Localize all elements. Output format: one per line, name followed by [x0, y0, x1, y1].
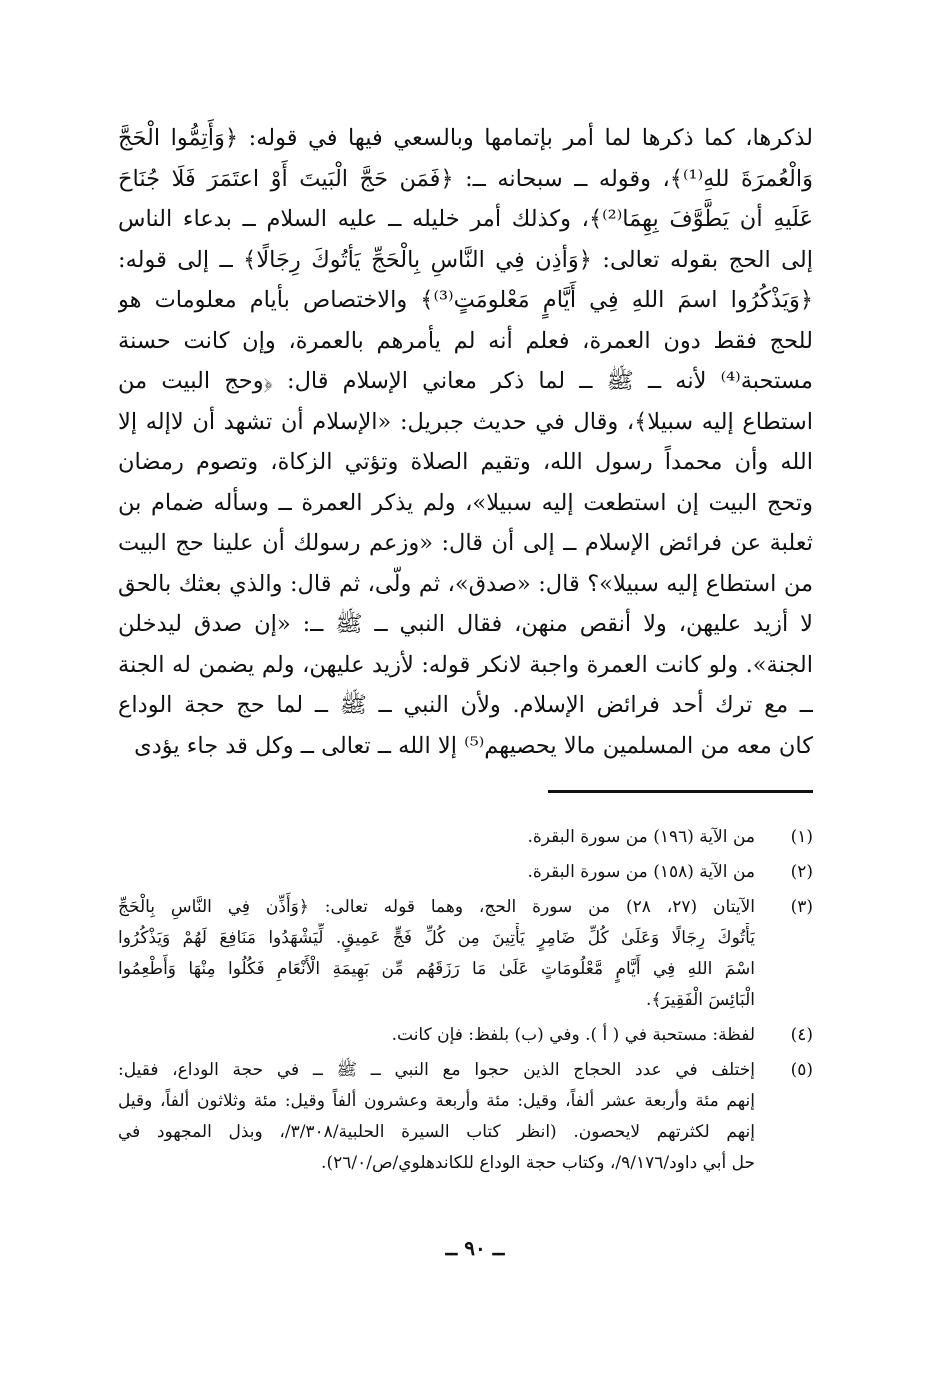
footnote-number: (٤) — [790, 1025, 813, 1045]
footnote-line: الْبَائِسَ الْفَقِيرَ﴾. — [646, 990, 755, 1010]
footnote-line: من الآية (١٩٦) من سورة البقرة. — [527, 827, 755, 847]
body-line: وتحج البيت إن استطعت إليه سبيلا»، ولم يذكر العمرة ــ وسأله ضمام بن — [118, 489, 813, 516]
footnote-line: إنهم لكثرتهم لايحصون. (انظر كتاب السيرة الحلبية/٣/٣٠٨/، وبذل المجهود في — [118, 1122, 755, 1142]
body-line: وَالْعُمرَةَ للهِ⁽¹⁾﴾، وقوله ــ سبحانه ــ: ﴿فَمَن حَجَّ الْبَيتَ أَوْ اعتَمَرَ فَلَا جُنَاحَ — [118, 165, 813, 192]
footnote-number: (٣) — [790, 897, 813, 917]
footnote-line: الآيتان (٢٧، ٢٨) من سورة الحج، وهما قوله تعالى: ﴿وَأَذِّن فِي النَّاسِ بِالْحَجِّ — [118, 897, 755, 917]
body-line: للحج فقط دون العمرة، فعلم أنه لم يأمرهم بالعمرة، وإن كانت حسنة — [118, 327, 813, 354]
footnote-line: لفظة: مستحبة في ( أ ). وفي (ب) بلفظ: فإن كانت. — [391, 1025, 755, 1045]
body-line: استطاع إليه سبيلا﴾، وقال في حديث جبريل: «الإسلام أن تشهد أن لاإله إلا — [118, 408, 813, 435]
footnote-line: اسْمَ اللهِ فِي أَيَّامٍ مَّعْلُومَاتٍ عَلَىٰ مَا رَزَقَهُم مِّن بَهِيمَةِ الْأَنْعَامِ فَكُلُوا مِنْهَا وَأَطْعِمُوا — [118, 959, 755, 979]
footnote-line: حل أبي داود/٩/١٧٦/، وكتاب حجة الوداع للكاندهلوي/ص/٢٦/٠). — [321, 1153, 755, 1173]
body-line: ــ مع ترك أحد فرائض الإسلام. ولأن النبي ــ ﷺ ــ لما حج حجة الوداع — [118, 692, 813, 718]
footnote-number: (١) — [790, 827, 813, 847]
body-line: إلى الحج بقوله تعالى: ﴿وَأذِن فِي النَّاسِ بِالْحَجِّ يَأتُوكَ رِجَالًا﴾ ــ إلى قوله: — [118, 246, 813, 273]
footnote-number: (٢) — [790, 862, 813, 882]
main-text — [118, 118, 813, 766]
footnote-line: إنهم مئة وأربعة عشر ألفاً، وقيل: مئة وأربعة وعشرون ألفاً وقيل: مئة وثلاثون ألفاً، وقيل — [118, 1091, 755, 1111]
body-line: ﴿وَيَذْكُرُوا اسمَ اللهِ فِي أَيَّامٍ مَعْلومَتٍ⁽³⁾﴾ والاختصاص بأيام معلومات هو — [118, 287, 813, 313]
footnote — [118, 822, 813, 853]
footnote-line: يَأْتُوكَ رِجَالًا وَعَلَىٰ كُلِّ ضَامِرٍ يَأْتِينَ مِن كُلِّ فَجٍّ عَمِيقٍ. لِّيَشْهَدُوا مَنَافِعَ لَهُمْ وَيَذْكُرُوا — [118, 928, 755, 948]
footnotes — [118, 822, 813, 1183]
body-line: كان معه من المسلمين مالا يحصيهم⁽⁵⁾ إلا الله ــ تعالى ــ وكل قد جاء يؤدى — [134, 732, 813, 759]
body-line: ثعلبة عن فرائض الإسلام ــ إلى أن قال: «وزعم رسولك أن علينا حج البيت — [118, 530, 813, 556]
body-line: لا أزيد عليهن، ولا أنقص منهن، فقال النبي ــ ﷺ ــ: «إن صدق ليدخلن — [118, 611, 813, 637]
footnote-line: من الآية (١٥٨) من سورة البقرة. — [527, 862, 755, 882]
body-line: من استطاع إليه سبيلا»؟ قال: «صدق»، ثم ولّى، ثم قال: والذي بعثك بالحق — [118, 570, 813, 597]
footnote-divider — [548, 790, 813, 793]
footnote — [118, 892, 813, 1016]
body-line: مستحبة⁽⁴⁾ لأنه ــ ﷺ ــ لما ذكر معاني الإسلام قال: ﴿وحج البيت من — [118, 368, 813, 394]
footnote — [118, 1020, 813, 1051]
footnote — [118, 1055, 813, 1179]
body-line: الله وأن محمداً رسول الله، وتقيم الصلاة وتؤتي الزكاة، وتصوم رمضان — [118, 449, 813, 475]
body-line: عَلَيهِ أن يَطَّوَّفَ بِهِمَا⁽²⁾﴾، وكذلك أمر خليله ــ عليه السلام ــ بدعاء الناس — [118, 206, 813, 232]
footnote — [118, 857, 813, 888]
page-number: ــ ٩٠ ــ — [445, 1236, 505, 1260]
footnote-line: إختلف في عدد الحجاج الذين حجوا مع النبي ــ ﷺ ــ في حجة الوداع، فقيل: — [118, 1060, 755, 1080]
body-line: لذكرها، كما ذكرها لما أمر بإتمامها وبالسعي فيها في قوله: ﴿وَأَتِمُّوا الْحَجَّ — [118, 125, 813, 151]
footnote-number: (٥) — [790, 1060, 813, 1080]
body-line: الجنة». ولو كانت العمرة واجبة لانكر قوله: لأزيد عليهن، ولم يضمن له الجنة — [118, 651, 813, 678]
